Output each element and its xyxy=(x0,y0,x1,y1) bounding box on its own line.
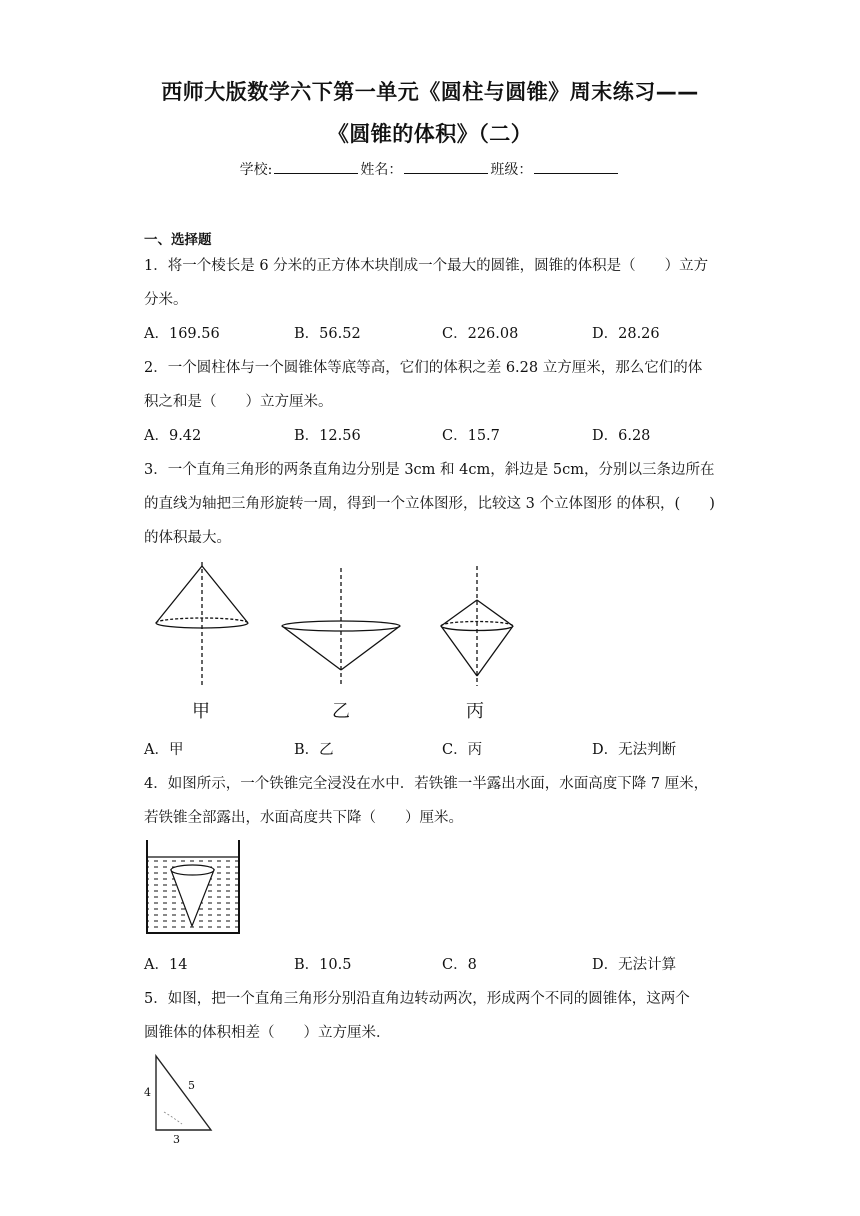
q3-option-b[interactable]: B．乙 xyxy=(294,742,334,758)
q2-line-1: 2．一个圆柱体与一个圆锥体等底等高，它们的体积之差 6.28 立方厘米，那么它们的体 xyxy=(144,360,703,376)
triangle-label-vertical: 4 xyxy=(144,1086,151,1099)
q5-right-triangle-figure xyxy=(140,1052,220,1148)
q2-option-d[interactable]: D．6.28 xyxy=(592,428,651,444)
q2-option-c[interactable]: C．15.7 xyxy=(442,428,500,444)
q3-solids-figure xyxy=(140,560,540,690)
q4-option-b[interactable]: B．10.5 xyxy=(294,957,352,973)
q3-option-c[interactable]: C．丙 xyxy=(442,742,483,758)
q3-option-a[interactable]: A．甲 xyxy=(144,742,184,758)
q4-option-c[interactable]: C．8 xyxy=(442,957,477,973)
q1-option-b[interactable]: B．56.52 xyxy=(294,326,361,342)
class-label: 班级： xyxy=(490,162,533,178)
q5-line-1: 5．如图，把一个直角三角形分别沿直角边转动两次，形成两个不同的圆锥体，这两个 xyxy=(144,991,690,1007)
figure-label-yi: 乙 xyxy=(332,701,350,722)
solid-jia xyxy=(156,562,248,686)
q4-water-tank-figure xyxy=(144,840,242,936)
document-title-line-2: 《圆锥的体积》（二） xyxy=(327,122,533,146)
class-blank[interactable] xyxy=(534,161,618,174)
q1-option-a[interactable]: A．169.56 xyxy=(144,326,220,342)
q1-line-2: 分米。 xyxy=(144,292,188,308)
q3-line-2: 的直线为轴把三角形旋转一周，得到一个立体图形，比较这 3 个立体图形 的体积，( ) xyxy=(144,496,715,512)
school-label: 学校: xyxy=(239,162,273,178)
q1-line-1: 1．将一个棱长是 6 分米的正方体木块削成一个最大的圆锥，圆锥的体积是（ ）立方 xyxy=(144,258,709,274)
q2-option-a[interactable]: A．9.42 xyxy=(144,428,202,444)
q4-option-a[interactable]: A．14 xyxy=(144,957,188,973)
name-blank[interactable] xyxy=(404,161,488,174)
q2-line-2: 积之和是（ ）立方厘米。 xyxy=(144,394,333,410)
name-label: 姓名： xyxy=(360,162,403,178)
solid-yi xyxy=(282,568,400,686)
document-title-line-1: 西师大版数学六下第一单元《圆柱与圆锥》周末练习—— xyxy=(161,80,699,104)
q1-option-d[interactable]: D．28.26 xyxy=(592,326,660,342)
q3-line-1: 3．一个直角三角形的两条直角边分别是 3cm 和 4cm，斜边是 5cm，分别以三条边所在 xyxy=(144,462,715,478)
figure-label-jia: 甲 xyxy=(192,701,210,722)
q1-option-c[interactable]: C．226.08 xyxy=(442,326,519,342)
solid-bing xyxy=(441,566,513,686)
q3-line-3: 的体积最大。 xyxy=(144,530,231,546)
q4-option-d[interactable]: D．无法计算 xyxy=(592,957,677,973)
q5-line-2: 圆锥体的体积相差（ ）立方厘米． xyxy=(144,1025,391,1041)
triangle-label-hypotenuse: 5 xyxy=(188,1079,195,1092)
q4-line-2: 若铁锥全部露出，水面高度共下降（ ）厘米。 xyxy=(144,810,463,826)
section-heading: 一、选择题 xyxy=(144,232,212,248)
q3-option-d[interactable]: D．无法判断 xyxy=(592,742,677,758)
q4-line-1: 4．如图所示，一个铁锥完全浸没在水中．若铁锥一半露出水面，水面高度下降 7 厘米， xyxy=(144,776,709,792)
q2-option-b[interactable]: B．12.56 xyxy=(294,428,361,444)
triangle-label-base: 3 xyxy=(173,1133,180,1146)
school-blank[interactable] xyxy=(274,161,358,174)
student-info-line xyxy=(0,159,860,179)
figure-label-bing: 丙 xyxy=(466,701,484,722)
right-triangle xyxy=(156,1056,211,1130)
